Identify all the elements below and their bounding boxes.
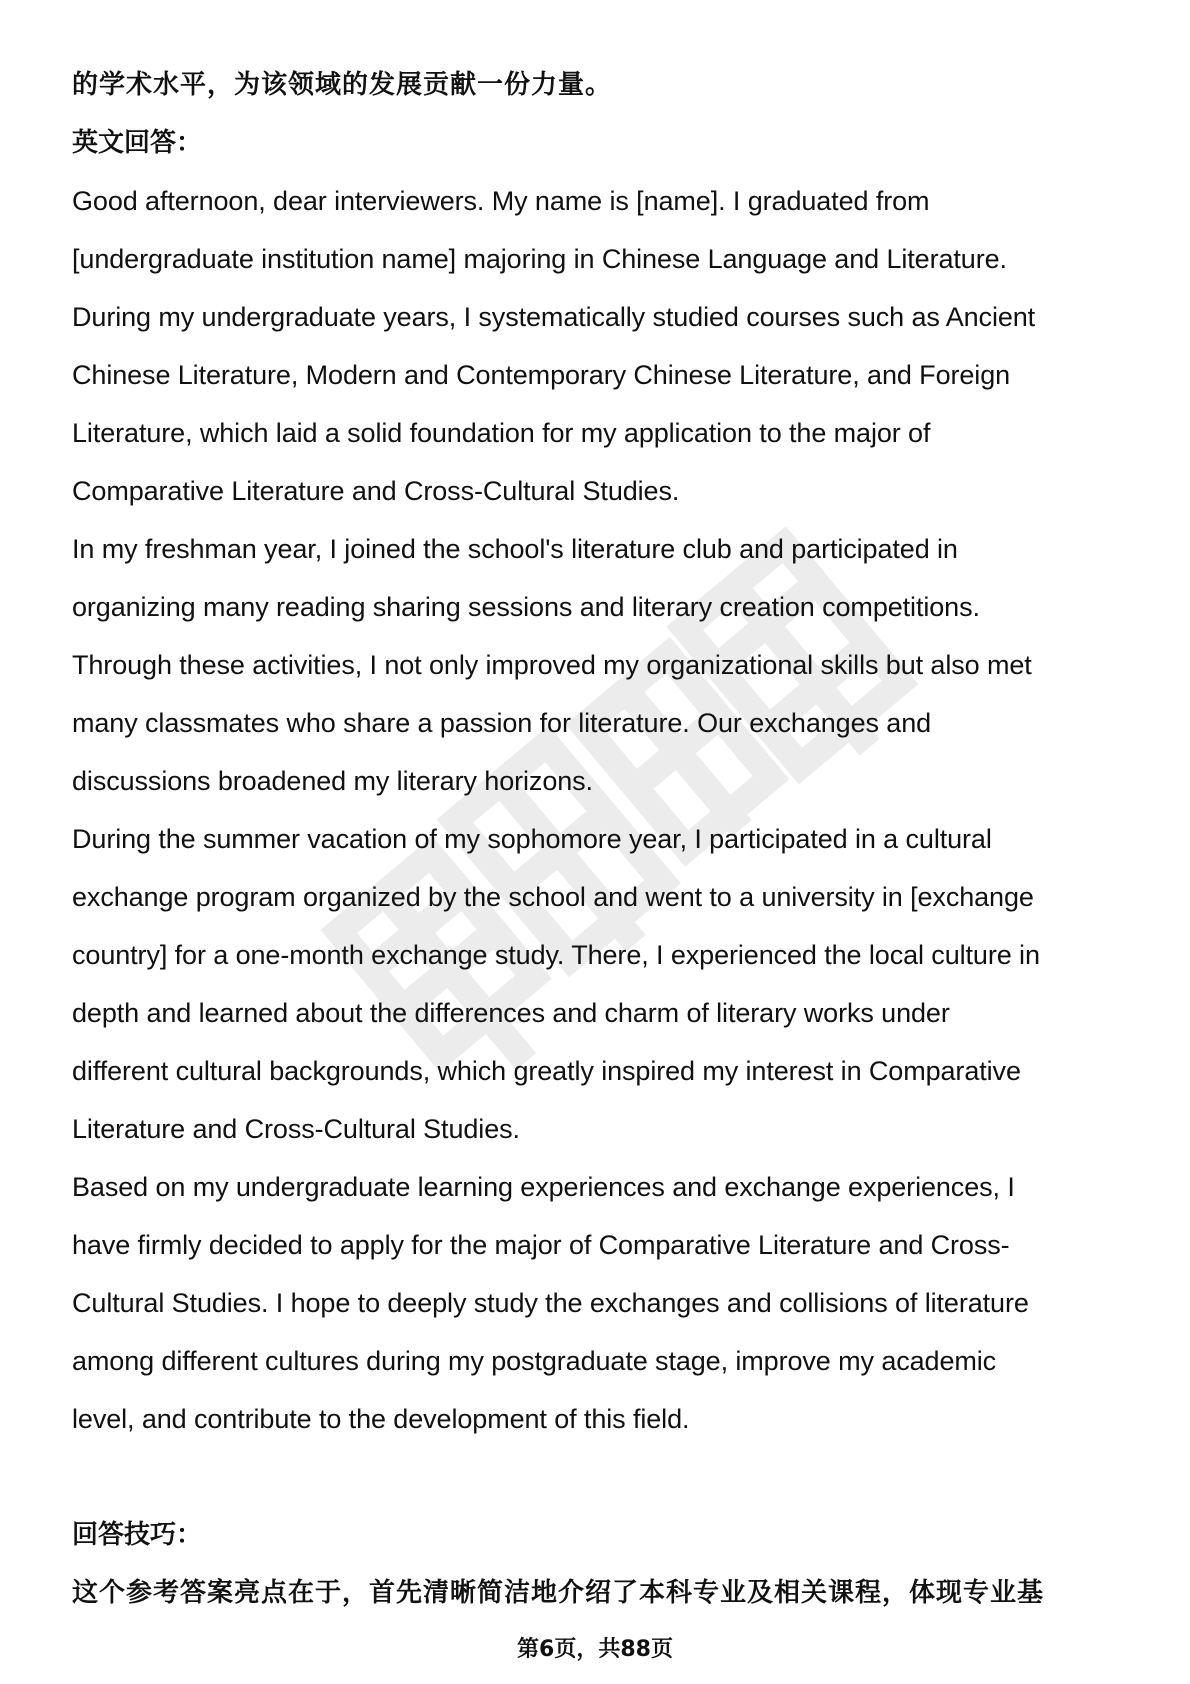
paragraph-line: discussions broadened my literary horizons. [72,766,593,796]
paragraph-line: among different cultures during my postgraduate stage, improve my academic [72,1346,997,1376]
paragraph-line: Literature and Cross-Cultural Studies. [72,1114,520,1144]
paragraph-line: depth and learned about the differences and charm of literary works under [72,998,950,1028]
blank-gap [72,1448,1132,1506]
paragraph-line: Cultural Studies. I hope to deeply study the exchanges and collisions of literature [72,1288,1029,1318]
page-number-footer: 第6页，共88页 [517,1637,673,1662]
paragraph-line-cn: 这个参考答案亮点在于，首先清晰简洁地介绍了本科专业及相关课程，体现专业基 [72,1578,1045,1608]
line-0: 的学术水平，为该领域的发展贡献一份力量。 [72,70,613,100]
paragraph-line: level, and contribute to the development of this field. [72,1404,690,1434]
section-heading-answer-tips: 回答技巧： [72,1520,203,1550]
paragraph-line: different cultural backgrounds, which greatly inspired my interest in Comparative [72,1056,1021,1086]
paragraph-line: Based on my undergraduate learning experiences and exchange experiences, I [72,1172,1015,1202]
paragraph-line: During my undergraduate years, I systematically studied courses such as Ancient [72,302,1036,332]
paragraph-line: During the summer vacation of my sophomore year, I participated in a cultural [72,824,992,854]
paragraph-line: Comparative Literature and Cross-Cultural Studies. [72,476,680,506]
paragraph-line: have firmly decided to apply for the major of Comparative Literature and Cross- [72,1230,1010,1260]
paragraph-line: organizing many reading sharing sessions and literary creation competitions. [72,592,980,622]
paragraph-line: Through these activities, I not only improved my organizational skills but also met [72,650,1032,680]
paragraph-line: Literature, which laid a solid foundation for my application to the major of [72,418,931,448]
paragraph-line: country] for a one-month exchange study. There, I experienced the local culture in [72,940,1040,970]
paragraph-line: Good afternoon, dear interviewers. My name is [name]. I graduated from [72,186,930,216]
document-body [72,56,1132,1622]
paragraph-line: Chinese Literature, Modern and Contemporary Chinese Literature, and Foreign [72,360,1011,390]
paragraph-line: [undergraduate institution name] majoring in Chinese Language and Literature. [72,244,1007,274]
paragraph-line: In my freshman year, I joined the school's literature club and participated in [72,534,958,564]
paragraph-line: many classmates who share a passion for literature. Our exchanges and [72,708,932,738]
section-heading-english-answer: 英文回答： [72,128,203,158]
paragraph-line: exchange program organized by the school and went to a university in [exchange [72,882,1034,912]
